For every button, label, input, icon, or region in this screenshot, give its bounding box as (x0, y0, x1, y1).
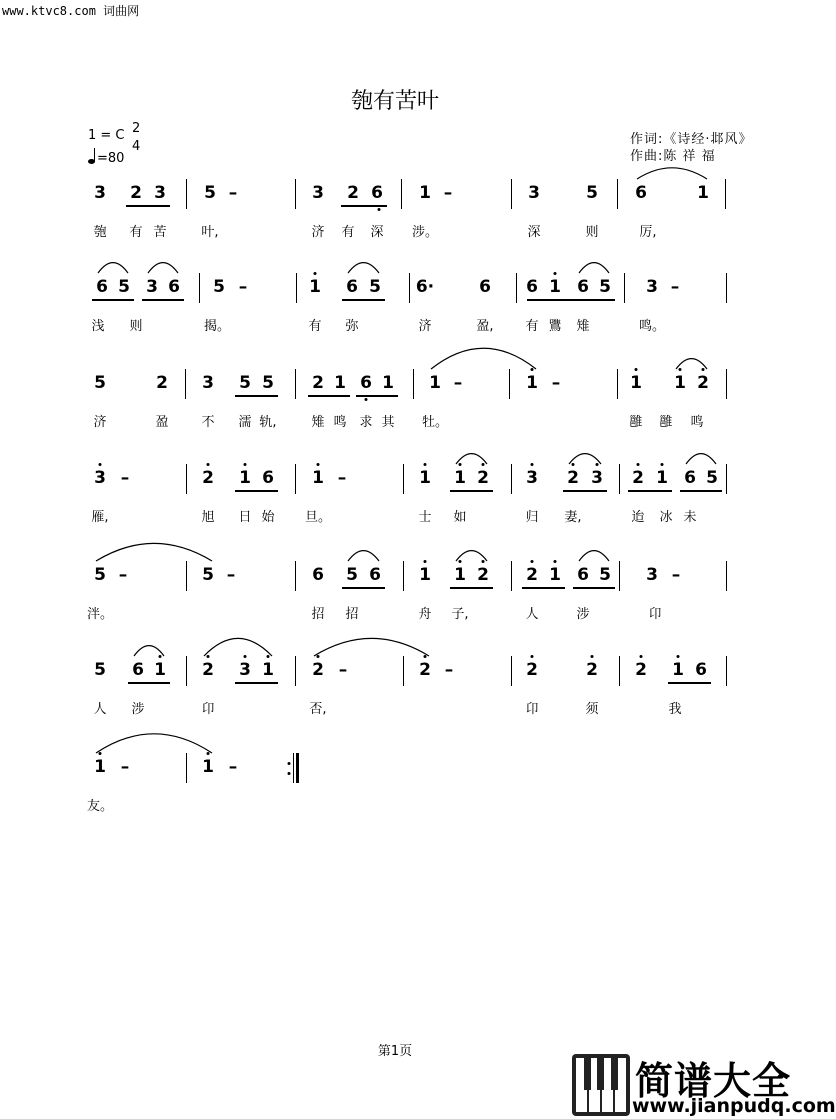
note: 1 (674, 373, 686, 393)
note: 5 (94, 373, 106, 393)
note: – (444, 660, 454, 680)
note: 1 (419, 565, 431, 585)
lyric: 不 (201, 415, 215, 430)
meter-top: 2 (132, 121, 141, 136)
note: – (670, 277, 680, 297)
lyric: 冰 (659, 510, 673, 525)
key-signature: 1 = C (88, 128, 125, 143)
note: 5 (369, 277, 381, 297)
note: 2 (586, 660, 598, 680)
note: – (671, 565, 681, 585)
composer-credit: 作曲:陈 祥 福 (630, 149, 716, 164)
note: 1 (154, 660, 166, 680)
lyric: 叶, (201, 225, 219, 240)
logo-url: www.jianpudq.com (632, 1095, 836, 1117)
note: – (238, 277, 248, 297)
note: 3 (646, 565, 658, 585)
note: 3 (312, 183, 324, 203)
lyric: 舟 (418, 607, 432, 622)
lyric: 则 (585, 225, 599, 240)
slur (431, 348, 536, 369)
note: 2 (526, 565, 538, 585)
site-watermark: www.ktvc8.com 词曲网 (2, 4, 140, 18)
note: 3 (154, 183, 166, 203)
lyric: 旭 (201, 510, 215, 525)
note: 1 (549, 565, 561, 585)
note: 1 (630, 373, 642, 393)
note: 3 (94, 183, 106, 203)
note: 3 (528, 183, 540, 203)
slur (134, 646, 164, 656)
note: 2 (697, 373, 709, 393)
note: 2 (202, 660, 214, 680)
note: 1 (262, 660, 274, 680)
lyric: 迨 (631, 510, 645, 525)
lyric: 雁, (91, 510, 109, 525)
note: 3 (646, 277, 658, 297)
note: 6 (132, 660, 144, 680)
note: 6 (262, 468, 274, 488)
song-title: 匏有苦叶 (350, 89, 439, 114)
lyric: 有 (129, 225, 143, 240)
note: – (228, 183, 238, 203)
lyric: 盈 (155, 415, 169, 430)
lyric: 卬 (648, 607, 662, 622)
lyric: 鷕 (548, 319, 562, 334)
note: 5 (586, 183, 598, 203)
lyric: 归 (525, 510, 539, 525)
slur (314, 638, 429, 656)
slur (579, 551, 609, 561)
note: 6 (168, 277, 180, 297)
slur (637, 168, 707, 179)
note: 5 (94, 660, 106, 680)
note: 1 (309, 277, 321, 297)
slur (686, 454, 716, 464)
note: 6 (96, 277, 108, 297)
note: 2 (202, 468, 214, 488)
note: 5 (213, 277, 225, 297)
lyric: 浅 (91, 319, 105, 334)
lyric: 招 (345, 607, 359, 622)
lyric: 雝 (629, 415, 643, 430)
lyric: 如 (453, 510, 467, 525)
note: 6 (360, 373, 372, 393)
note: 2 (526, 660, 538, 680)
note: 5 (599, 565, 611, 585)
note: 3 (146, 277, 158, 297)
note: 5 (262, 373, 274, 393)
slur (98, 263, 128, 273)
lyric: 则 (129, 319, 143, 334)
meter-bottom: 4 (132, 139, 141, 154)
note: 3 (94, 468, 106, 488)
slur (204, 638, 272, 656)
lyric: 我 (668, 702, 682, 717)
lyric: 否, (309, 702, 327, 717)
note: 1 (382, 373, 394, 393)
lyric: 有 (308, 319, 322, 334)
lyric: 揭。 (203, 319, 231, 334)
note: 3 (526, 468, 538, 488)
lyric: 旦。 (304, 510, 332, 525)
note: 1 (239, 468, 251, 488)
note: 2 (130, 183, 142, 203)
note: 6 (346, 277, 358, 297)
lyric: 苦 (153, 225, 167, 240)
note: – (118, 565, 128, 585)
note: 1 (94, 757, 106, 777)
note: 5 (94, 565, 106, 585)
lyric: 有 (341, 225, 355, 240)
lyric: 其 (381, 415, 395, 430)
lyric: 士 (418, 510, 432, 525)
slur (348, 551, 379, 561)
note: 1 (526, 373, 538, 393)
note: 5 (118, 277, 130, 297)
note: 3 (239, 660, 251, 680)
note: – (337, 468, 347, 488)
lyric: 未 (683, 510, 697, 525)
note: 2 (312, 373, 324, 393)
note: 1 (202, 757, 214, 777)
lyric: 雝 (659, 415, 673, 430)
note: 5 (202, 565, 214, 585)
lyric: 招 (311, 607, 325, 622)
note: 2 (347, 183, 359, 203)
lyric: 子, (451, 607, 469, 622)
lyric: 牡。 (421, 415, 449, 430)
note: 1 (419, 468, 431, 488)
lyric: 鸣 (333, 415, 347, 430)
lyric: 深 (370, 225, 384, 240)
lyricist-credit: 作词:《诗经·邶风》 (630, 132, 753, 147)
note: 5 (599, 277, 611, 297)
lyric: 卬 (201, 702, 215, 717)
page-number: 第1页 (377, 1044, 413, 1059)
slur (348, 263, 379, 273)
note: 1 (672, 660, 684, 680)
lyric: 鸣 (690, 415, 704, 430)
note: 6 (312, 565, 324, 585)
note: 2 (477, 565, 489, 585)
note: 1 (419, 183, 431, 203)
lyric: 友。 (86, 799, 114, 814)
note: 2 (632, 468, 644, 488)
note: 6 (577, 277, 589, 297)
lyric: 泮。 (86, 607, 114, 622)
lyric: 人 (525, 607, 539, 622)
note: – (120, 468, 130, 488)
note: 1 (656, 468, 668, 488)
slur (456, 454, 487, 464)
note: – (443, 183, 453, 203)
lyric: 轨, (259, 415, 277, 430)
slur (579, 263, 609, 273)
tempo-value: =80 (97, 151, 125, 166)
note: 1 (429, 373, 441, 393)
note: 6 (635, 183, 647, 203)
note: 6· (415, 277, 435, 297)
lyric: 雉 (576, 319, 590, 334)
note: 6 (695, 660, 707, 680)
note: – (338, 660, 348, 680)
note: 1 (312, 468, 324, 488)
slur (148, 263, 178, 273)
note: 5 (204, 183, 216, 203)
lyric: 盈, (476, 319, 494, 334)
lyric: 弥 (345, 319, 359, 334)
note: 6 (479, 277, 491, 297)
note: 5 (706, 468, 718, 488)
note: 5 (346, 565, 358, 585)
lyric: 涉 (576, 607, 590, 622)
note: 2 (156, 373, 168, 393)
lyric: 始 (261, 510, 275, 525)
lyric: 卬 (525, 702, 539, 717)
slur (456, 551, 487, 561)
note: 3 (202, 373, 214, 393)
lyric: 妻, (564, 510, 582, 525)
lyric: 须 (585, 702, 599, 717)
lyric: 日 (238, 510, 252, 525)
note: 6 (371, 183, 383, 203)
lyric: 济 (418, 319, 432, 334)
note: 1 (454, 565, 466, 585)
note: – (226, 565, 236, 585)
note: 2 (312, 660, 324, 680)
note: 1 (454, 468, 466, 488)
note: 5 (239, 373, 251, 393)
lyric: 匏 (93, 225, 107, 240)
note: 2 (635, 660, 647, 680)
slur (676, 359, 707, 369)
note: 6 (684, 468, 696, 488)
note: – (228, 757, 238, 777)
note: 6 (577, 565, 589, 585)
note: – (453, 373, 463, 393)
logo-text: 简谱大全 (635, 1059, 792, 1103)
note: 2 (567, 468, 579, 488)
lyric: 济 (93, 415, 107, 430)
note: 1 (334, 373, 346, 393)
lyric: 涉。 (411, 225, 439, 240)
slur (96, 734, 212, 753)
slur (569, 454, 601, 464)
note: 2 (419, 660, 431, 680)
note: – (551, 373, 561, 393)
note: 6 (369, 565, 381, 585)
lyric: 深 (527, 225, 541, 240)
lyric: 有 (525, 319, 539, 334)
lyric: 雉 (311, 415, 325, 430)
lyric: 人 (93, 702, 107, 717)
note: 3 (591, 468, 603, 488)
note: 1 (697, 183, 709, 203)
note: – (120, 757, 130, 777)
lyric: 濡 (238, 415, 252, 430)
note: 1 (549, 277, 561, 297)
note: 6 (526, 277, 538, 297)
note: 2 (477, 468, 489, 488)
lyric: 济 (311, 225, 325, 240)
lyric: 鸣。 (638, 319, 666, 334)
lyric: 涉 (131, 702, 145, 717)
slur (96, 543, 212, 561)
lyric: 求 (359, 415, 373, 430)
lyric: 厉, (639, 225, 657, 240)
